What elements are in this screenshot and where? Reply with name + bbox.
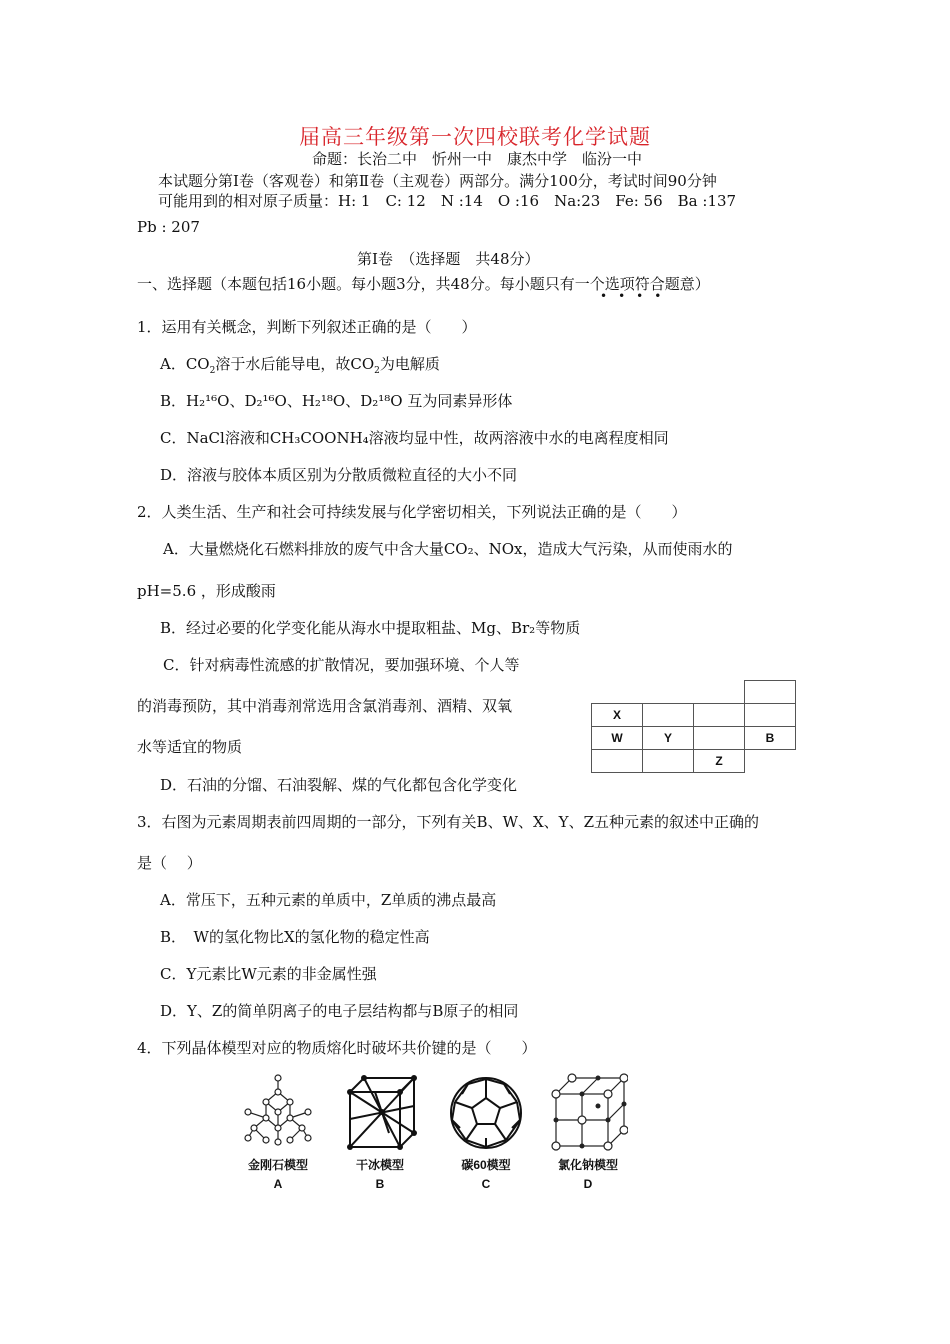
pt-cell-empty: [745, 681, 796, 704]
model-c60: [436, 1072, 536, 1191]
section-instruction: 一、选择题（本题包括16小题。每小题3分，共48分。每小题只有一个选项符合题意）: [137, 275, 710, 293]
model-label: 金刚石模型: [247, 1158, 308, 1172]
atomic-masses: 可能用到的相对原子质量：H: 1 C: 12 N :14 O :16 Na:23 Fe: 56 Ba :137: [158, 192, 737, 210]
authors: 命题：长治二中 忻州一中 康杰中学 临汾一中: [312, 150, 643, 168]
emphasis-dots: ••••: [600, 289, 673, 303]
q2-option-a-cont: pH=5.6 ，形成酸雨: [137, 582, 276, 600]
model-nacl: [538, 1072, 638, 1191]
q4-stem: 4．下列晶体模型对应的物质熔化时破坏共价键的是（ ）: [137, 1039, 537, 1057]
q3-option-d: D．Y、Z的简单阴离子的电子层结构都与B原子的相同: [160, 1002, 519, 1020]
model-letter: D: [583, 1177, 593, 1191]
section-title: 第Ⅰ卷 （选择题 共48分）: [357, 250, 540, 268]
pt-cell-x: X: [592, 704, 643, 727]
crystal-models-figure: [228, 1072, 638, 1200]
q2-option-b: B．经过必要的化学变化能从海水中提取粗盐、Mg、Br₂等物质: [160, 619, 581, 637]
exam-intro: 本试题分第Ⅰ卷（客观卷）和第Ⅱ卷（主观卷）两部分。满分100分，考试时间90分钟: [158, 172, 717, 190]
model-letter: B: [375, 1177, 385, 1191]
q2-option-c: C．针对病毒性流感的扩散情况，要加强环境、个人等: [163, 656, 520, 674]
model-label: 氯化钠模型: [557, 1158, 618, 1172]
model-dry-ice: [330, 1072, 430, 1191]
pt-cell-b: B: [745, 727, 796, 750]
q1-option-b: B．H₂¹⁶O、D₂¹⁶O、H₂¹⁸O、D₂¹⁸O 互为同素异形体: [160, 392, 513, 410]
page-title: 届高三年级第一次四校联考化学试题: [299, 125, 651, 149]
model-letter: A: [273, 1177, 283, 1191]
q2-option-c-cont: 的消毒预防，其中消毒剂常选用含氯消毒剂、酒精、双氧: [137, 697, 513, 715]
model-label: 碳60模型: [461, 1158, 511, 1172]
q1-option-c: C．NaCl溶液和CH₃COONH₄溶液均显中性，故两溶液中水的电离程度相同: [160, 429, 669, 447]
q2-option-d: D．石油的分馏、石油裂解、煤的气化都包含化学变化: [160, 776, 518, 794]
q3-option-a: A．常压下，五种元素的单质中，Z单质的沸点最高: [160, 891, 497, 909]
q1-option-d: D．溶液与胶体本质区别为分散质微粒直径的大小不同: [160, 466, 518, 484]
atomic-masses-cont: Pb : 207: [137, 218, 200, 236]
c60-structure-icon: [446, 1072, 526, 1154]
model-label: 干冰模型: [355, 1158, 404, 1172]
pt-cell-y: Y: [643, 727, 694, 750]
nacl-structure-icon: [548, 1072, 628, 1154]
periodic-table-fragment: [591, 680, 796, 773]
pt-cell-w: W: [592, 727, 643, 750]
q2-option-c-cont2: 水等适宜的物质: [137, 738, 243, 756]
q2-option-a: A．大量燃烧化石燃料排放的废气中含大量CO₂、NOx，造成大气污染，从而使雨水的: [163, 540, 733, 558]
model-letter: C: [481, 1177, 491, 1191]
q3-stem: 3．右图为元素周期表前四周期的一部分，下列有关B、W、X、Y、Z五种元素的叙述中正确的: [137, 813, 759, 831]
dry-ice-structure-icon: [340, 1072, 420, 1154]
diamond-structure-icon: [238, 1072, 318, 1154]
q1-stem: 1．运用有关概念，判断下列叙述正确的是（ ）: [137, 318, 477, 336]
q3-option-c: C．Y元素比W元素的非金属性强: [160, 965, 377, 983]
pt-cell-z: Z: [694, 750, 745, 773]
q3-stem-cont: 是（ ）: [137, 854, 202, 872]
model-diamond: [228, 1072, 328, 1191]
q2-stem: 2．人类生活、生产和社会可持续发展与化学密切相关，下列说法正确的是（ ）: [137, 503, 687, 521]
q1-option-a: A．$CO_2$溶于水后能导电，故$CO_2$为电解质: [160, 355, 440, 376]
q3-option-b: B． W的氢化物比X的氢化物的稳定性高: [160, 928, 430, 946]
